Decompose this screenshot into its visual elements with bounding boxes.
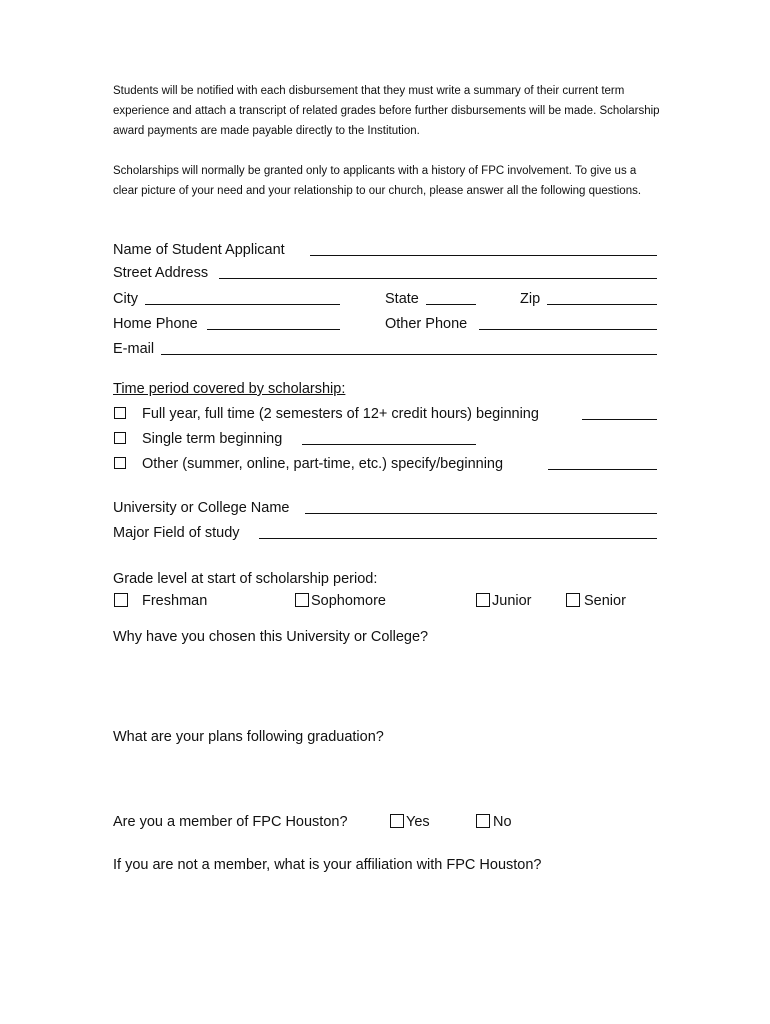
street-address-row xyxy=(113,262,658,284)
applicant-name-label: Name of Student Applicant xyxy=(113,242,285,258)
zip-field[interactable] xyxy=(547,304,657,305)
sophomore-label: Sophomore xyxy=(311,593,386,609)
other-period-label: Other (summer, online, part-time, etc.) specify/beginning xyxy=(142,456,504,472)
email-row xyxy=(113,338,658,360)
city-state-zip-row xyxy=(113,288,658,310)
junior-label: Junior xyxy=(492,593,532,609)
freshman-label: Freshman xyxy=(142,593,208,609)
university-field[interactable] xyxy=(305,513,657,514)
member-no-checkbox[interactable] xyxy=(476,814,490,828)
sophomore-checkbox[interactable] xyxy=(295,593,309,607)
city-label: City xyxy=(113,291,138,307)
other-period-specify-field[interactable] xyxy=(548,469,657,470)
street-address-label: Street Address xyxy=(113,265,209,281)
email-field[interactable] xyxy=(161,354,657,355)
major-label: Major Field of study xyxy=(113,525,240,541)
applicant-name-row xyxy=(113,239,658,261)
junior-checkbox[interactable] xyxy=(476,593,490,607)
intro-paragraph-disbursement: Students will be notified with each disbursement that they must write a summary of their current term experience and attach a transcript of related grades before further disbursements will be made. Scholarship award payments are made payable directly to the Institution. xyxy=(113,85,660,137)
single-term-checkbox[interactable] xyxy=(114,432,126,444)
single-term-beginning-field[interactable] xyxy=(302,444,476,445)
zip-label: Zip xyxy=(520,291,541,307)
university-label: University or College Name xyxy=(113,500,290,516)
senior-checkbox[interactable] xyxy=(566,593,580,607)
membership-row xyxy=(113,811,658,833)
time-option-single-term-row xyxy=(113,428,658,450)
freshman-checkbox[interactable] xyxy=(114,593,128,607)
other-phone-label: Other Phone xyxy=(385,316,468,332)
why-school-question: Why have you chosen this University or College? xyxy=(113,629,429,645)
email-label: E-mail xyxy=(113,341,155,357)
other-period-checkbox[interactable] xyxy=(114,457,126,469)
home-phone-label: Home Phone xyxy=(113,316,198,332)
major-row xyxy=(113,522,658,544)
plans-question: What are your plans following graduation? xyxy=(113,729,384,745)
intro-paragraph-eligibility: Scholarships will normally be granted only to applicants with a history of FPC involvement. To give us a clear picture of your need and your relationship to our church, please answer all the following questions. xyxy=(113,165,642,197)
grade-level-heading: Grade level at start of scholarship period: xyxy=(113,571,378,587)
time-option-other-row xyxy=(113,453,658,475)
time-option-full-year-row xyxy=(113,403,658,425)
member-yes-checkbox[interactable] xyxy=(390,814,404,828)
affiliation-question: If you are not a member, what is your affiliation with FPC Houston? xyxy=(113,857,542,873)
full-year-checkbox[interactable] xyxy=(114,407,126,419)
street-address-field[interactable] xyxy=(219,278,657,279)
state-field[interactable] xyxy=(426,304,476,305)
university-row xyxy=(113,497,658,519)
grade-options-row xyxy=(113,590,658,612)
senior-label: Senior xyxy=(584,593,626,609)
full-year-label: Full year, full time (2 semesters of 12+ credit hours) beginning xyxy=(142,406,539,422)
major-field[interactable] xyxy=(259,538,657,539)
city-field[interactable] xyxy=(145,304,340,305)
full-year-beginning-field[interactable] xyxy=(582,419,657,420)
other-phone-field[interactable] xyxy=(479,329,657,330)
time-period-heading: Time period covered by scholarship: xyxy=(113,381,346,397)
applicant-name-field[interactable] xyxy=(310,255,657,256)
member-yes-label: Yes xyxy=(406,814,430,830)
single-term-label: Single term beginning xyxy=(142,431,283,447)
state-label: State xyxy=(385,291,419,307)
phone-row xyxy=(113,313,658,335)
membership-question: Are you a member of FPC Houston? xyxy=(113,814,348,830)
member-no-label: No xyxy=(493,814,512,830)
home-phone-field[interactable] xyxy=(207,329,340,330)
